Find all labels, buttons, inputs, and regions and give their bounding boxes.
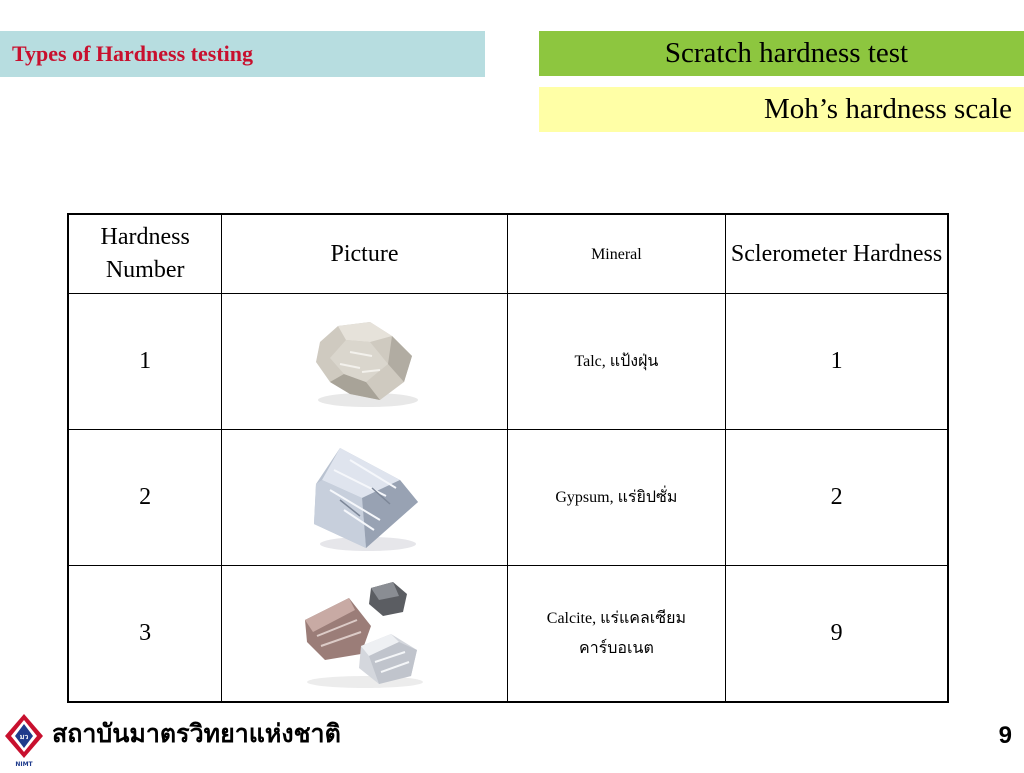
calcite-image	[222, 566, 507, 703]
header-mineral: Mineral	[507, 214, 725, 294]
scale-name: Moh’s hardness scale	[763, 93, 1012, 125]
sclerometer-hardness: 9	[726, 566, 948, 703]
scale-name-bar	[539, 87, 1024, 132]
hardness-number: 2	[68, 430, 222, 566]
sclerometer-hardness: 2	[726, 430, 948, 566]
hardness-number: 1	[68, 294, 222, 430]
gypsum-image	[222, 430, 507, 566]
svg-text:NIMT: NIMT	[15, 761, 33, 768]
talc-image	[222, 294, 507, 430]
mohs-hardness-table	[67, 213, 949, 703]
table-row	[68, 430, 948, 566]
section-title-bar	[0, 31, 485, 77]
table-row	[68, 294, 948, 430]
hardness-number: 3	[68, 566, 222, 703]
table-row	[68, 566, 948, 703]
nimt-logo	[3, 712, 45, 768]
table-header-row	[68, 214, 948, 294]
header-sclerometer-hardness: Sclerometer Hardness	[726, 214, 948, 294]
sclerometer-hardness: 1	[726, 294, 948, 430]
header-hardness-number: Hardness Number	[68, 214, 222, 294]
organization-name: สถาบันมาตรวิทยาแห่งชาติ	[52, 719, 341, 748]
test-name: Scratch hardness test	[664, 37, 909, 69]
page-number: 9	[998, 722, 1012, 749]
header-picture: Picture	[222, 214, 507, 294]
mineral-name: Gypsum, แร่ยิปซั่ม	[507, 430, 725, 566]
svg-text:มว: มว	[19, 733, 29, 741]
mineral-name: Talc, แป้งฝุ่น	[507, 294, 725, 430]
mineral-name: Calcite, แร่แคลเซียม คาร์บอเนต	[507, 566, 725, 703]
section-title: Types of Hardness testing	[12, 41, 253, 66]
test-name-bar	[539, 31, 1024, 76]
